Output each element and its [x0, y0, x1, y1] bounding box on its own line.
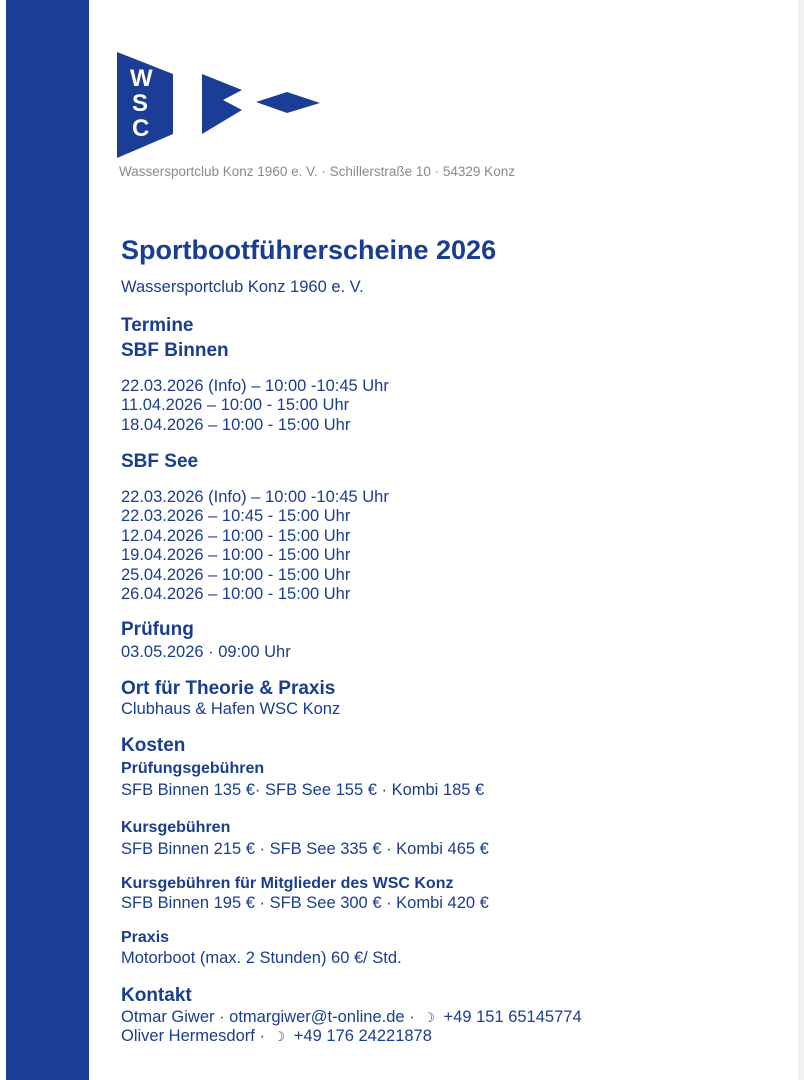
page-title: Sportbootführerscheine 2026	[121, 235, 497, 265]
praxis-value: Motorboot (max. 2 Stunden) 60 €/ Std.	[121, 949, 402, 967]
date-line: 26.04.2026 – 10:00 - 15:00 Uhr	[121, 585, 351, 604]
contact-phone: +49 151 65145774	[443, 1008, 582, 1026]
date-line: 22.03.2026 (Info) – 10:00 -10:45 Uhr	[121, 377, 389, 395]
sbf-see-dates	[121, 488, 389, 604]
date-line: 19.04.2026 – 10:00 - 15:00 Uhr	[121, 546, 351, 565]
left-sidebar-band	[0, 0, 89, 1080]
date-line: 18.04.2026 – 10:00 - 15:00 Uhr	[121, 415, 351, 434]
praxis-heading: Praxis	[121, 929, 170, 946]
pruefung-date: 03.05.2026 · 09:00 Uhr	[121, 643, 291, 661]
sbf-binnen-dates	[121, 377, 389, 435]
mitglieder-value: SFB Binnen 195 € · SFB See 300 € · Kombi 420 €	[121, 894, 489, 912]
pruefungsgebuehren-heading: Prüfungsgebühren	[121, 760, 265, 777]
logo-letter-c: C	[132, 115, 150, 142]
logo-letter-w: W	[130, 65, 153, 92]
date-line: 22.03.2026 – 10:45 - 15:00 Uhr	[121, 507, 351, 526]
date-line: 22.03.2026 (Info) – 10:00 -10:45 Uhr	[121, 488, 389, 506]
sbf-binnen-heading: SBF Binnen	[121, 340, 229, 361]
phone-icon: ☽	[423, 1010, 435, 1025]
blue-band	[6, 0, 89, 1080]
contact-name-email: Otmar Giwer · otmargiwer@t-online.de ·	[121, 1008, 415, 1026]
kursgebuehren-value: SFB Binnen 215 € · SFB See 335 € · Kombi 465 €	[121, 840, 489, 858]
contact-line	[121, 1008, 582, 1027]
contact-line	[121, 1027, 432, 1046]
phone-icon: ☽	[273, 1029, 286, 1044]
contact-name: Oliver Hermesdorf ·	[121, 1027, 265, 1045]
page-subtitle: Wassersportclub Konz 1960 e. V.	[121, 278, 364, 296]
wsc-logo	[116, 50, 326, 160]
date-line: 25.04.2026 – 10:00 - 15:00 Uhr	[121, 565, 351, 584]
mitglieder-heading: Kursgebühren für Mitglieder des WSC Konz	[121, 875, 454, 892]
club-address: Wassersportclub Konz 1960 e. V. · Schillerstraße 10 · 54329 Konz	[119, 164, 515, 179]
pruefung-heading: Prüfung	[121, 619, 194, 640]
sbf-see-heading: SBF See	[121, 451, 199, 472]
contact-phone: +49 176 24221878	[293, 1027, 432, 1045]
pruefungsgebuehren-value: SFB Binnen 135 €· SFB See 155 € · Kombi 185 €	[121, 781, 485, 799]
kosten-heading: Kosten	[121, 735, 186, 756]
termine-heading: Termine	[121, 315, 194, 336]
logo-letter-s: S	[132, 90, 149, 117]
date-line: 12.04.2026 – 10:00 - 15:00 Uhr	[121, 526, 351, 545]
date-line: 11.04.2026 – 10:00 - 15:00 Uhr	[121, 396, 350, 415]
ort-value: Clubhaus & Hafen WSC Konz	[121, 700, 341, 718]
kursgebuehren-heading: Kursgebühren	[121, 819, 231, 836]
ort-heading: Ort für Theorie & Praxis	[121, 678, 336, 699]
kontakt-heading: Kontakt	[121, 985, 192, 1006]
page-edge	[798, 0, 804, 1080]
